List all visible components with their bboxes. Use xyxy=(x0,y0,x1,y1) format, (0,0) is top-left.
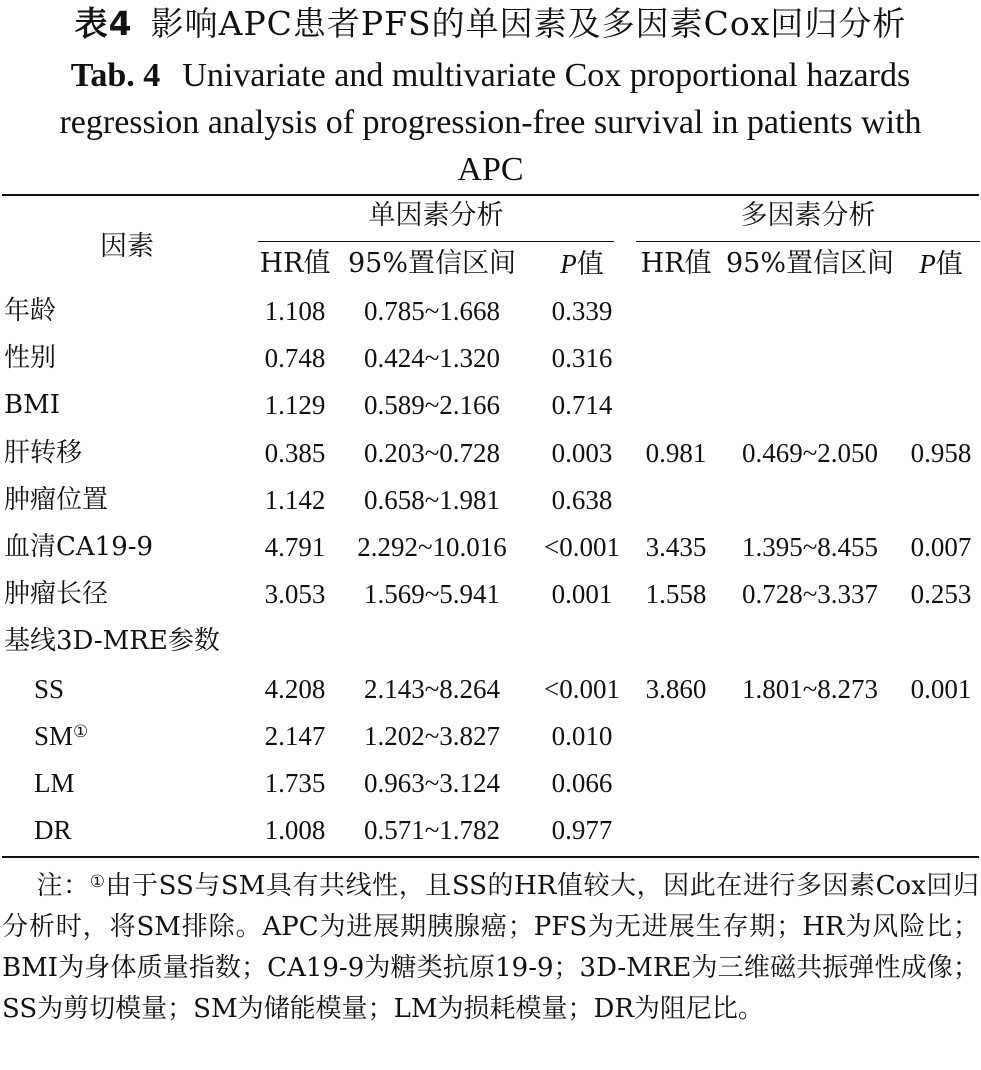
cell-u-p: 0.010 xyxy=(551,720,613,751)
cell-u-p: 0.316 xyxy=(551,343,613,374)
cell-u-p: 0.714 xyxy=(551,390,613,421)
row-factor xyxy=(4,436,82,470)
row-factor xyxy=(4,577,108,611)
note-footnote-mark: ① xyxy=(89,872,106,892)
table-bottom-rule xyxy=(2,856,979,858)
table-title-en-text: Univariate and multivariate Cox proportional hazards regression analysis of progression-free survival in patients with APC xyxy=(59,57,922,188)
note-prefix: 注： xyxy=(36,871,90,901)
table-title-cn-text: 影响APC患者PFS的单因素及多因素Cox回归分析 xyxy=(150,4,907,43)
cell-u-ci: 2.143~8.264 xyxy=(363,673,501,704)
table-row xyxy=(0,477,981,524)
univariate-underline xyxy=(258,241,614,242)
cell-u-ci: 0.203~0.728 xyxy=(363,437,501,468)
header-multivariate: 多因素分析 xyxy=(740,200,876,231)
cell-m-p: 0.001 xyxy=(910,673,972,704)
header-u-ci: 95%置信区间 xyxy=(347,248,516,279)
row-factor-label: BMI xyxy=(4,390,60,421)
row-factor xyxy=(4,530,153,564)
row-factor-label: SS xyxy=(34,673,65,704)
row-factor xyxy=(4,483,108,517)
cell-u-hr: 0.385 xyxy=(264,437,326,468)
row-factor-label: 年龄 xyxy=(4,296,57,326)
cell-m-p: 0.958 xyxy=(910,437,972,468)
cell-m-ci: 0.469~2.050 xyxy=(741,437,879,468)
p-suffix: 值 xyxy=(935,249,963,280)
cell-u-p: 0.003 xyxy=(551,437,613,468)
table-row xyxy=(0,335,981,382)
note-text: 由于SS与SM具有共线性，且SS的HR值较大，因此在进行多因素Cox回归分析时，将SM排除。APC为进展期胰腺癌；PFS为无进展生存期；HR为风险比；BMI为身体质量指数；CA19-9为糖类抗原19-9；3D-MRE为三维磁共振弹性成像；SS为剪切模量；SM为储能模量；LM为损耗模量；DR为阻尼比。 xyxy=(2,871,979,1024)
row-factor-label: 性别 xyxy=(4,343,57,374)
table-row xyxy=(0,571,981,618)
row-factor xyxy=(34,766,75,800)
header-u-p xyxy=(528,247,636,282)
header-m-p xyxy=(900,247,981,282)
table-row xyxy=(0,807,981,854)
cell-u-hr: 1.142 xyxy=(264,484,326,515)
cell-u-p: 0.638 xyxy=(551,484,613,515)
cell-u-ci: 1.569~5.941 xyxy=(363,579,501,610)
table-row xyxy=(0,288,981,335)
cell-u-p: <0.001 xyxy=(544,673,620,704)
row-factor-label: 肿瘤长径 xyxy=(4,579,109,610)
row-factor-label: DR xyxy=(34,815,72,846)
row-factor-label: 血清CA19-9 xyxy=(4,532,154,562)
header-factor: 因素 xyxy=(100,231,154,262)
row-factor-label: LM xyxy=(34,768,75,798)
cell-m-hr: 0.981 xyxy=(645,437,707,468)
cell-u-ci: 0.589~2.166 xyxy=(363,390,501,421)
cell-u-ci: 0.658~1.981 xyxy=(363,484,501,515)
table-note xyxy=(2,866,979,1030)
cell-m-p: 0.007 xyxy=(910,532,972,562)
cell-u-hr: 1.008 xyxy=(264,815,326,846)
row-factor xyxy=(4,388,60,422)
cell-m-hr: 3.435 xyxy=(645,532,707,562)
cell-u-ci: 1.202~3.827 xyxy=(363,720,501,751)
cell-u-hr: 3.053 xyxy=(264,579,326,610)
cell-m-ci: 1.801~8.273 xyxy=(741,673,879,704)
cell-u-hr: 4.791 xyxy=(264,532,326,562)
cell-u-p: 0.339 xyxy=(551,296,613,326)
row-factor xyxy=(4,341,56,375)
row-factor-label: 基线3D-MRE参数 xyxy=(4,626,220,657)
cell-m-hr: 3.860 xyxy=(645,673,707,704)
row-factor xyxy=(4,624,220,658)
header-u-hr: HR值 xyxy=(259,248,331,279)
table-top-rule xyxy=(2,194,979,196)
cell-u-ci: 0.785~1.668 xyxy=(363,296,501,326)
cell-u-ci: 2.292~10.016 xyxy=(357,532,507,562)
row-factor-label: 肿瘤位置 xyxy=(4,484,109,515)
cell-u-hr: 2.147 xyxy=(264,720,326,751)
table-row xyxy=(0,713,981,760)
row-factor xyxy=(4,294,56,328)
row-factor-label: 肝转移 xyxy=(4,437,83,468)
table-row xyxy=(0,382,981,429)
table-row xyxy=(0,760,981,807)
cell-u-p: 0.066 xyxy=(551,768,613,798)
p-suffix: 值 xyxy=(576,249,604,280)
cell-m-p: 0.253 xyxy=(910,579,972,610)
cell-u-hr: 1.129 xyxy=(264,390,326,421)
table-row xyxy=(0,618,981,665)
footnote-mark: ① xyxy=(73,721,89,741)
cell-u-hr: 1.735 xyxy=(264,768,326,798)
row-factor xyxy=(34,813,72,847)
table-row xyxy=(0,430,981,477)
multivariate-underline xyxy=(636,241,980,242)
cell-u-p: 0.977 xyxy=(551,815,613,846)
cell-m-hr: 1.558 xyxy=(645,579,707,610)
row-factor xyxy=(34,719,88,753)
p-italic: P xyxy=(919,249,936,279)
table-title-cn xyxy=(0,4,981,44)
cell-u-hr: 1.108 xyxy=(264,296,326,326)
cell-u-hr: 0.748 xyxy=(264,343,326,374)
cell-u-hr: 4.208 xyxy=(264,673,326,704)
header-univariate: 单因素分析 xyxy=(368,200,504,231)
cell-m-ci: 0.728~3.337 xyxy=(741,579,879,610)
p-italic: P xyxy=(560,249,577,279)
header-m-hr: HR值 xyxy=(640,248,712,279)
row-factor xyxy=(34,672,64,706)
cell-u-ci: 0.424~1.320 xyxy=(363,343,501,374)
cell-u-ci: 0.571~1.782 xyxy=(363,815,501,846)
cell-u-p: <0.001 xyxy=(544,532,620,562)
cell-u-ci: 0.963~3.124 xyxy=(363,768,501,798)
cell-u-p: 0.001 xyxy=(551,579,613,610)
table-title-en xyxy=(30,52,951,193)
row-factor-label: SM xyxy=(34,720,74,751)
cell-m-ci: 1.395~8.455 xyxy=(741,532,879,562)
table-row xyxy=(0,524,981,571)
header-m-ci: 95%置信区间 xyxy=(725,248,894,279)
table-number-en: Tab. 4 xyxy=(70,57,161,94)
table-number-cn: 表4 xyxy=(74,4,133,43)
table-row xyxy=(0,666,981,713)
